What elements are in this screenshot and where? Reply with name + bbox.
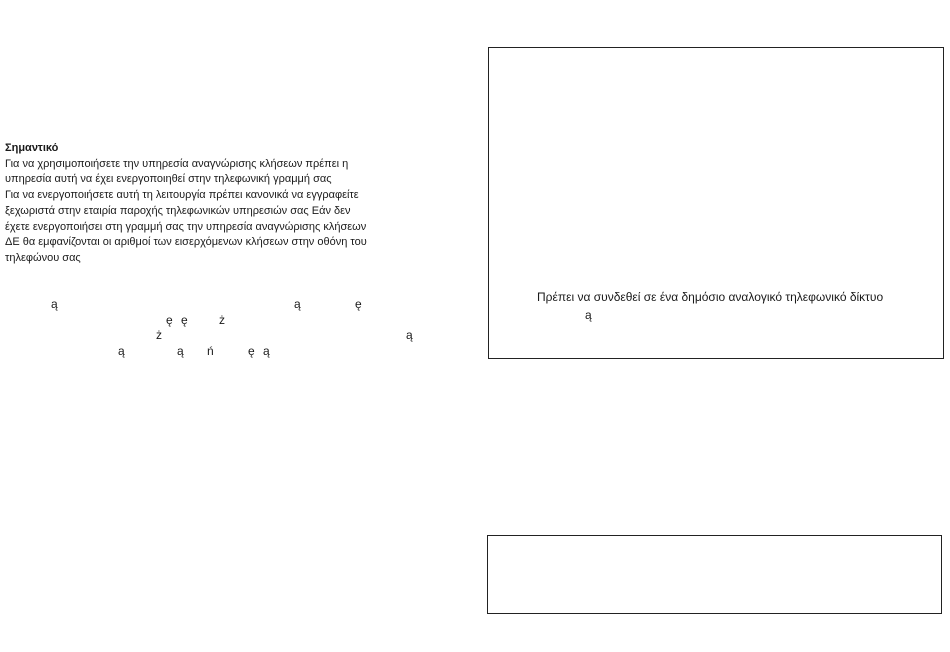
stray-glyph: ę xyxy=(181,313,188,327)
stray-glyph: ą xyxy=(51,297,58,311)
stray-glyph: ą xyxy=(406,328,413,342)
notice-title: Σημαντικό xyxy=(5,142,59,154)
stray-glyph: ę xyxy=(248,344,255,358)
notice-line: ΔΕ θα εμφανίζονται οι αριθμοί των εισερχόμενων κλήσεων στην οθόνη του xyxy=(5,236,367,249)
stray-glyph: ż xyxy=(219,313,225,327)
notice-line: Για να ενεργοποιήσετε αυτή τη λειτουργία πρέπει κανονικά να εγγραφείτε xyxy=(5,189,359,202)
stray-glyph: ą xyxy=(294,297,301,311)
stray-glyph: ę xyxy=(355,297,362,311)
notice-line: έχετε ενεργοποιήσει στη γραμμή σας την υπηρεσία αναγνώρισης κλήσεων xyxy=(5,220,367,233)
stray-glyph: ą xyxy=(263,344,270,358)
empty-frame xyxy=(487,535,942,614)
stray-glyph: ą xyxy=(177,344,184,358)
figure-caption: Πρέπει να συνδεθεί σε ένα δημόσιο αναλογικό τηλεφωνικό δίκτυο xyxy=(537,290,884,304)
stray-glyph: ę xyxy=(166,313,173,327)
important-notice xyxy=(5,141,465,267)
notice-line: Για να χρησιμοποιήσετε την υπηρεσία αναγνώρισης κλήσεων πρέπει η xyxy=(5,157,349,170)
stray-glyph: ż xyxy=(156,328,162,342)
illustration-frame xyxy=(488,47,944,359)
notice-line: τηλεφώνου σας xyxy=(5,251,81,264)
caption-glyph: ą xyxy=(585,308,592,322)
stray-glyph: ń xyxy=(207,344,214,358)
notice-line: υπηρεσία αυτή να έχει ενεργοποιηθεί στην τηλεφωνική γραμμή σας xyxy=(5,173,332,186)
stray-glyph: ą xyxy=(118,344,125,358)
notice-line: ξεχωριστά στην εταιρία παροχής τηλεφωνικών υπηρεσιών σας Εάν δεν xyxy=(5,204,351,217)
